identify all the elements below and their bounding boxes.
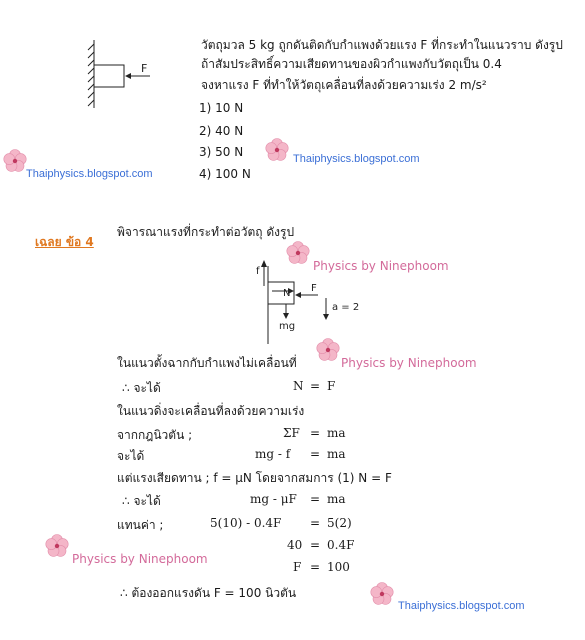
eq7-lhs: F <box>293 560 302 574</box>
eq1-lhs: N <box>293 379 304 393</box>
watermark-blog: Thaiphysics.blogspot.com <box>398 600 525 612</box>
eq2-eq: = <box>310 426 321 440</box>
watermark-ninephoom: Physics by Ninephoom <box>341 356 477 370</box>
acceleration-arrowhead <box>323 314 329 320</box>
get-label: จะได้ <box>117 449 145 463</box>
option-2: 2) 40 N <box>199 124 244 138</box>
therefore-2: ∴ จะได้ <box>122 494 161 508</box>
acceleration-label: a = 2 <box>332 302 360 313</box>
push-arrowhead <box>295 292 301 298</box>
watermark-blog: Thaiphysics.blogspot.com <box>26 168 153 180</box>
option-4: 4) 100 N <box>199 167 251 181</box>
question-line-2: ถ้าสัมประสิทธิ์ความเสียดทานของผิวกำแพงกับวัตถุเป็น 0.4 <box>201 57 502 71</box>
answer-intro: พิจารณาแรงที่กระทำต่อวัตถุ ดังรูป <box>117 225 295 239</box>
answer-label: เฉลย ข้อ 4 <box>35 235 94 249</box>
weight-arrowhead <box>283 313 289 319</box>
friction-label: f <box>256 266 260 277</box>
normal-label: N <box>283 288 291 299</box>
flower-icon <box>44 533 70 559</box>
question-line-3: จงหาแรง F ที่ทำให้วัตถุเคลื่อนที่ลงด้วยความเร่ง 2 m/s² <box>201 78 487 92</box>
flower-icon <box>264 137 290 163</box>
eq6-rhs: 0.4F <box>327 538 355 552</box>
friction-line: แต่แรงเสียดทาน ; f = μN โดยจากสมการ (1) N = F <box>117 471 392 485</box>
wall-hatching <box>88 40 94 108</box>
block <box>94 65 124 87</box>
watermark-ninephoom: Physics by Ninephoom <box>313 259 449 273</box>
eq4-rhs: ma <box>327 492 346 506</box>
subst-label: แทนค่า ; <box>117 518 164 532</box>
eq4-lhs: mg - μF <box>250 492 297 506</box>
flower-icon <box>2 148 28 174</box>
question-figure <box>80 36 160 116</box>
eq6-eq: = <box>310 538 321 552</box>
eq7-eq: = <box>310 560 321 574</box>
eq3-rhs: ma <box>327 447 346 461</box>
eq4-eq: = <box>310 492 321 506</box>
watermark-ninephoom: Physics by Ninephoom <box>72 552 208 566</box>
eq7-rhs: 100 <box>327 560 350 574</box>
question-line-1: วัตถุมวล 5 kg ถูกดันติดกับกำแพงด้วยแรง F ที่กระทำในแนวราบ ดังรูป <box>201 38 563 52</box>
eq5-rhs: 5(2) <box>327 516 352 530</box>
vertical-heading: ในแนวดิ่งจะเคลื่อนที่ลงด้วยความเร่ง <box>117 404 305 418</box>
watermark-blog: Thaiphysics.blogspot.com <box>293 153 420 165</box>
force-arrowhead <box>125 73 131 79</box>
free-body-diagram <box>250 256 370 346</box>
eq3-eq: = <box>310 447 321 461</box>
newton-label: จากกฎนิวตัน ; <box>117 428 193 442</box>
eq3-lhs: mg - f <box>255 447 291 461</box>
flower-icon <box>315 337 341 363</box>
friction-arrowhead <box>261 260 267 267</box>
eq2-rhs: ma <box>327 426 346 440</box>
eq6-lhs: 40 <box>287 538 303 552</box>
conclusion: ∴ ต้องออกแรงดัน F = 100 นิวตัน <box>120 586 297 600</box>
force-label: F <box>141 62 148 75</box>
option-3: 3) 50 N <box>199 145 244 159</box>
eq5-eq: = <box>310 516 321 530</box>
flower-icon <box>369 581 395 607</box>
eq1-eq: = <box>310 379 321 393</box>
horizontal-heading: ในแนวตั้งฉากกับกำแพงไม่เคลื่อนที่ <box>117 356 297 370</box>
weight-label: mg <box>279 321 296 332</box>
eq1-rhs: F <box>327 379 336 393</box>
push-label: F <box>311 283 317 294</box>
therefore-1: ∴ จะได้ <box>122 381 161 395</box>
eq5-lhs: 5(10) - 0.4F <box>210 516 282 530</box>
eq2-lhs: ΣF <box>283 426 300 440</box>
option-1: 1) 10 N <box>199 101 244 115</box>
